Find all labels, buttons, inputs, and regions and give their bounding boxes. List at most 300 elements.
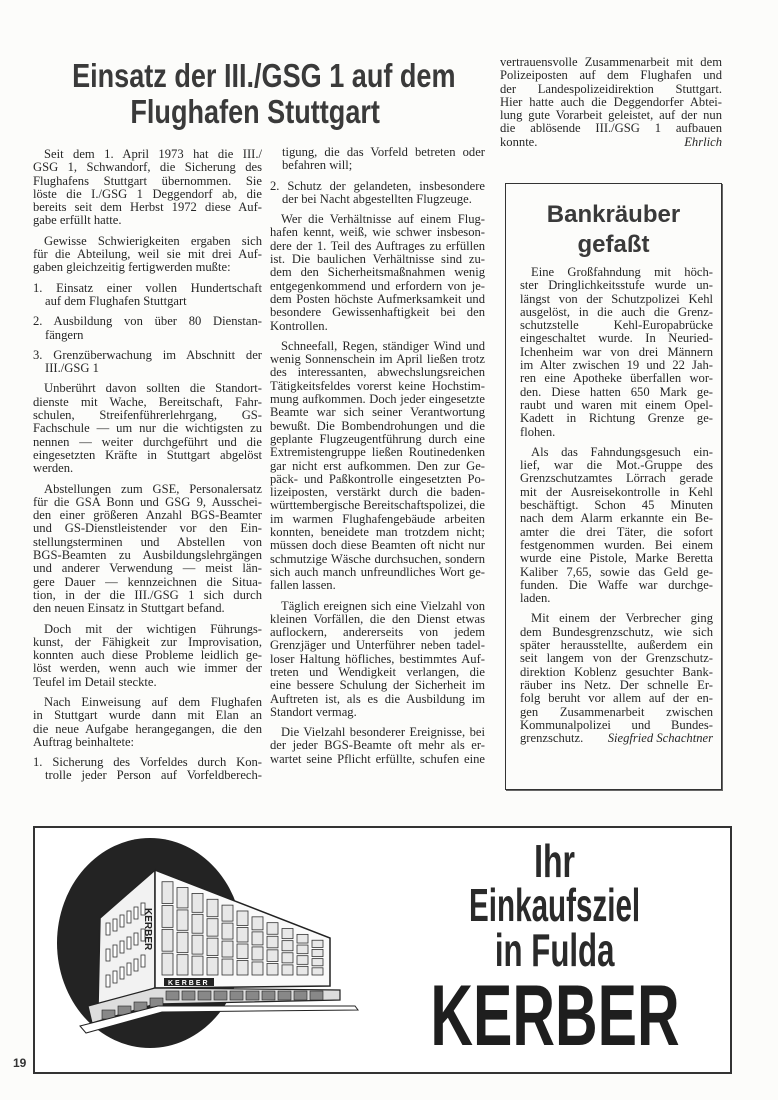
text-line bbox=[33, 602, 262, 615]
text-line-content: kunst, der Fähigkeit zur Improvisation, bbox=[33, 634, 262, 649]
text-line-content: Kommunalpolizei und Bundes- bbox=[520, 717, 713, 732]
text-line bbox=[33, 522, 262, 535]
text-line bbox=[33, 235, 262, 248]
list-item bbox=[33, 349, 262, 376]
text-line-content: eingeschaltet wurde. In Neuried- bbox=[520, 331, 713, 346]
text-line bbox=[33, 562, 262, 575]
text-line bbox=[33, 449, 262, 462]
text-line-content: Tätigkeitsfeldes vorerst keine Hochstim- bbox=[270, 378, 485, 393]
text-line bbox=[270, 159, 485, 172]
text-line-content: die ablösende III./GSG 1 aufbauen bbox=[500, 121, 722, 136]
text-line bbox=[33, 396, 262, 409]
paragraph bbox=[33, 483, 262, 616]
text-line bbox=[520, 319, 713, 332]
text-line-content: lung gute Vorarbeit geleistet, auf der nun bbox=[500, 108, 722, 123]
list-item bbox=[33, 756, 262, 783]
text-line-content: ren eine Apotheke überfallen wor- bbox=[520, 371, 713, 386]
text-line-content: Standort vermag. bbox=[270, 704, 357, 719]
text-line bbox=[270, 353, 485, 366]
paragraph bbox=[520, 612, 713, 745]
text-line bbox=[33, 261, 262, 274]
text-line-content: der jeder BGS-Beamte oft mehr als er- bbox=[270, 738, 485, 753]
text-line bbox=[270, 600, 485, 613]
text-line-content: löste die I./GSG 1 Deggendorf ab, die bbox=[33, 186, 262, 201]
text-line bbox=[270, 693, 485, 706]
text-line-content: flohen. bbox=[520, 424, 556, 439]
text-line-content: Abstellungen zum GSE, Personalersatz bbox=[44, 481, 262, 496]
text-line bbox=[33, 201, 262, 214]
text-line-content: entgegenkommend und erfordern von je- bbox=[270, 278, 485, 293]
text-line bbox=[33, 161, 262, 174]
text-line bbox=[520, 332, 713, 345]
text-line-content: tigung, die das Vorfeld betreten oder bbox=[282, 145, 485, 159]
text-line bbox=[33, 623, 262, 636]
department-store-illustration bbox=[40, 828, 360, 1068]
text-line bbox=[33, 649, 262, 662]
text-line bbox=[520, 566, 713, 579]
text-line bbox=[520, 279, 713, 292]
text-line-content: nach dem Alarm erkannte ein Be- bbox=[520, 511, 713, 526]
text-line bbox=[500, 109, 722, 122]
ad-line-text: Ihr bbox=[534, 836, 576, 888]
text-line-content: den. Diese hatten 650 Mark ge- bbox=[520, 384, 713, 399]
ad-line-in-fulda bbox=[385, 925, 725, 977]
text-line bbox=[270, 240, 485, 253]
text-line bbox=[520, 306, 713, 319]
article-column-3 bbox=[500, 56, 722, 156]
text-line-content: den einer größeren Anzahl BGS-Beamter bbox=[33, 508, 262, 523]
text-line bbox=[520, 446, 713, 459]
text-line bbox=[270, 293, 485, 306]
text-line bbox=[270, 499, 485, 512]
text-line bbox=[270, 666, 485, 679]
text-line-content: BGS-Beamten zu Ausbildungslehrgängen bbox=[33, 548, 262, 563]
text-line-content: Gewisse Schwierigkeiten ergaben sich bbox=[44, 233, 262, 248]
text-line bbox=[520, 359, 713, 372]
article-title-line: Flughafen Stuttgart bbox=[130, 93, 380, 130]
ad-line-text: KERBER bbox=[430, 968, 680, 1064]
text-line-content: direktion Koblenz gesuchter Bank- bbox=[520, 664, 713, 679]
text-line bbox=[520, 719, 713, 732]
text-line bbox=[520, 412, 713, 425]
text-line-content: Schneefall, Regen, ständiger Wind und bbox=[281, 338, 485, 353]
text-line-content: fallen lassen. bbox=[270, 578, 336, 593]
text-line-content: gabe erfüllt hatte. bbox=[33, 213, 122, 228]
text-line bbox=[33, 509, 262, 522]
text-line-content: funden. Die Waffe war durchge- bbox=[520, 577, 713, 592]
text-line bbox=[33, 662, 262, 675]
text-line bbox=[520, 512, 713, 525]
paragraph bbox=[270, 600, 485, 720]
text-line bbox=[520, 639, 713, 652]
text-line-content: auf dem Flughafen Stuttgart bbox=[45, 293, 187, 308]
text-line-content: hafen kennt, weiß, wie schwer insbeson- bbox=[270, 225, 485, 240]
text-line-content: müssen doch diese Beamten oft nicht nur bbox=[270, 538, 485, 553]
text-line-content: gaben gleichzeitig fertigwerden mußte: bbox=[33, 260, 231, 275]
text-line bbox=[33, 282, 262, 295]
text-line-content: stellungsterminen und Abstellen von bbox=[33, 534, 262, 549]
text-line bbox=[520, 386, 713, 399]
text-line bbox=[33, 362, 262, 375]
text-line-content: Extremistengruppe ließen Routinedenken bbox=[270, 445, 485, 460]
text-line-content: 1. Sicherung des Vorfeldes durch Kon- bbox=[33, 755, 262, 770]
text-line-content: Fachschule — um nur die wichtigsten zu bbox=[33, 421, 262, 436]
text-line-content: seit langem von der Grenzschutz- bbox=[520, 651, 713, 666]
text-line-content: kleinen Vorfällen, die den Dienst etwas bbox=[270, 611, 485, 626]
text-line bbox=[520, 679, 713, 692]
text-line bbox=[520, 266, 713, 279]
text-line bbox=[33, 295, 262, 308]
text-line-content: Mit einem der Verbrecher ging bbox=[531, 611, 713, 626]
text-line-content: löst werden, wenn auch wie immer der bbox=[33, 661, 262, 676]
text-line-content: befahren will; bbox=[282, 158, 353, 173]
text-line-content: 2. Ausbildung von über 80 Dienstan- bbox=[33, 314, 262, 329]
text-line-content: Grenzjäger und Unterführer neben tadel- bbox=[270, 638, 485, 653]
text-line bbox=[270, 280, 485, 293]
text-line bbox=[520, 459, 713, 472]
text-line-content: ist. Die baulichen Verhältnisse sind zu- bbox=[270, 252, 485, 267]
text-line-content: Auftrag beinhaltete: bbox=[33, 734, 135, 749]
text-line bbox=[520, 293, 713, 306]
text-line-content: besondere Gewissenhaftigkeit bei den bbox=[270, 305, 485, 320]
ad-line-einkaufsziel bbox=[385, 880, 725, 932]
text-line bbox=[33, 188, 262, 201]
text-line-content: 2. Schutz der gelandeten, insbesondere bbox=[270, 178, 485, 193]
text-line-content: wurde eine Pistole, Marke Beretta bbox=[520, 551, 713, 566]
paragraph bbox=[500, 56, 722, 149]
text-line-content: päck- und Paßkontrolle eingesetzten Po- bbox=[270, 471, 485, 486]
paragraph bbox=[520, 446, 713, 606]
paragraph bbox=[270, 146, 485, 173]
text-line bbox=[270, 639, 485, 652]
text-line-content: der bei Nacht abgestellten Flugzeuge. bbox=[282, 191, 472, 206]
text-line bbox=[33, 409, 262, 422]
text-line bbox=[270, 366, 485, 379]
text-line-content: dere der 1. Teil des Auftrages zu erfüllen bbox=[270, 238, 485, 253]
text-line bbox=[270, 566, 485, 579]
paragraph bbox=[270, 726, 485, 766]
sidebar-story-title: Bankräuber bbox=[546, 201, 681, 228]
paragraph bbox=[33, 235, 262, 275]
text-line bbox=[270, 420, 485, 433]
text-line-content: grenzschutz. bbox=[520, 731, 584, 746]
text-line-content: württembergische Bereitschaftspolizei, die bbox=[270, 498, 485, 513]
text-line-content: gen Zusammenarbeit zwischen bbox=[520, 704, 713, 719]
text-line bbox=[270, 513, 485, 526]
text-line bbox=[270, 266, 485, 279]
text-line-content: die neue Aufgabe herangegangen, die den bbox=[33, 721, 262, 736]
text-line-content: den neuen Einsatz in Stuttgart befand. bbox=[33, 601, 225, 616]
text-line-content: dem Bundesgrenzschutz, wie sich bbox=[520, 624, 713, 639]
text-line bbox=[520, 579, 713, 592]
text-line-content: Eine Großfahndung mit höch- bbox=[531, 265, 713, 279]
ad-line-text: in Fulda bbox=[495, 925, 615, 977]
text-line bbox=[520, 499, 713, 512]
text-line-content: schutzstelle Kehl-Europabrücke bbox=[520, 318, 713, 333]
text-line bbox=[270, 306, 485, 319]
text-line-content: festgenommen wurden. Bei einem bbox=[520, 537, 713, 552]
article-column-2 bbox=[270, 146, 485, 773]
text-line-content: Kadett in Richtung Grenze ge- bbox=[520, 411, 713, 426]
text-line bbox=[520, 592, 713, 605]
text-line-content: dem den Sicherheitsmaßnahmen wenig bbox=[270, 265, 485, 280]
text-line bbox=[33, 769, 262, 782]
text-line bbox=[500, 83, 722, 96]
text-line-content: folg beruht vor allem auf der en- bbox=[520, 691, 713, 706]
text-line-content: später herausstellte, außerdem ein bbox=[520, 638, 713, 653]
text-line bbox=[33, 549, 262, 562]
ad-line-ihr bbox=[405, 836, 705, 888]
paragraph bbox=[33, 696, 262, 749]
text-line bbox=[33, 315, 262, 328]
text-line bbox=[520, 652, 713, 665]
text-line bbox=[270, 539, 485, 552]
sidebar-story-title: gefaßt bbox=[577, 231, 650, 258]
text-line-content: dem Posten höchste Aufmerksamkeit und bbox=[270, 291, 485, 306]
text-line-content: im warmen Flughafengebäude arbeiten bbox=[270, 511, 485, 526]
text-line-content: eine bessere Schulung der Sicherheit im bbox=[270, 678, 485, 693]
text-line-content: konnten auch diese Probleme leidlich ge- bbox=[33, 648, 262, 663]
text-line-content: mit der Ausreisekontrolle in Kehl bbox=[520, 484, 713, 499]
text-line bbox=[520, 346, 713, 359]
text-line bbox=[270, 739, 485, 752]
text-line-content: bewußt. Die Bombendrohungen und die bbox=[270, 418, 485, 433]
text-line-content: gere Dauer — kennzeichnen die Situa- bbox=[33, 574, 262, 589]
building-sign-front: KERBER bbox=[168, 980, 210, 987]
paragraph bbox=[33, 382, 262, 475]
text-line-content: auflockern, andererseits von jedem bbox=[270, 625, 485, 640]
text-line bbox=[520, 539, 713, 552]
text-line-content: konnten, beneidete man trotzdem nicht; bbox=[270, 525, 485, 540]
text-line-content: ster Dringlichkeitsstufe wurde un- bbox=[520, 278, 713, 293]
author-signature: Ehrlich bbox=[684, 134, 722, 149]
text-line bbox=[500, 122, 722, 135]
text-line-content: loser Haltung höfliches, bestimmtes Auf- bbox=[270, 651, 485, 666]
text-line-content: tion, in der die III./GSG 1 sich durch bbox=[33, 587, 262, 602]
text-line bbox=[270, 753, 485, 766]
article-title bbox=[30, 58, 480, 130]
text-line bbox=[270, 553, 485, 566]
text-line bbox=[270, 473, 485, 486]
paragraph bbox=[270, 213, 485, 333]
text-line bbox=[33, 636, 262, 649]
text-line bbox=[270, 340, 485, 353]
article-title-line: Einsatz der III./GSG 1 auf dem bbox=[72, 57, 456, 94]
list-item bbox=[33, 315, 262, 342]
text-line bbox=[33, 329, 262, 342]
text-line-content: räuber ins Netz. Der schnelle Er- bbox=[520, 677, 713, 692]
ad-line-text: Einkaufsziel bbox=[469, 880, 641, 932]
text-line bbox=[33, 496, 262, 509]
text-line-content: III./GSG 1 bbox=[45, 361, 99, 376]
text-line bbox=[270, 226, 485, 239]
text-line-content: im Alter zwischen 19 und 22 Jah- bbox=[520, 358, 713, 373]
text-line bbox=[33, 349, 262, 362]
sidebar-story-body bbox=[520, 266, 713, 752]
text-line-content: Teufel im Detail steckte. bbox=[33, 674, 157, 689]
text-line-content: Auftreten ist, als es die Ausbildung im bbox=[270, 691, 485, 706]
text-line bbox=[33, 696, 262, 709]
text-line-content: werden. bbox=[33, 461, 74, 476]
text-line-content: Doch mit der wichtigen Führungs- bbox=[44, 621, 262, 636]
text-line bbox=[270, 180, 485, 193]
text-line bbox=[270, 146, 485, 159]
text-line-content: dienste mit Wache, Bereitschaft, Fahr- bbox=[33, 394, 262, 409]
paragraph bbox=[33, 623, 262, 689]
text-line bbox=[500, 69, 722, 82]
text-line bbox=[270, 380, 485, 393]
text-line-content: raubt und waren mit einem Opel- bbox=[520, 397, 713, 412]
text-line bbox=[270, 320, 485, 333]
text-line bbox=[270, 706, 485, 719]
text-line bbox=[520, 486, 713, 499]
text-line bbox=[270, 679, 485, 692]
text-line bbox=[520, 692, 713, 705]
text-line bbox=[33, 382, 262, 395]
text-line-content: schmutzige Wäsche durchsuchen, sondern bbox=[270, 551, 485, 566]
text-line bbox=[33, 483, 262, 496]
text-line bbox=[270, 393, 485, 406]
text-line bbox=[33, 756, 262, 769]
text-line bbox=[33, 723, 262, 736]
text-line-content: sich auch manch unfreundliches Wort ge- bbox=[270, 564, 485, 579]
text-line-content: gar nicht erst aufkommen. Den zur Ge- bbox=[270, 458, 485, 473]
text-line bbox=[33, 214, 262, 227]
text-line bbox=[33, 536, 262, 549]
text-line-content: Kontrollen. bbox=[270, 318, 328, 333]
text-line-content: bereits seit dem Herbst 1972 diese Auf- bbox=[33, 200, 262, 215]
text-line-content: eingesetzten Kräfte in Stuttgart abgelöst bbox=[33, 447, 262, 462]
text-line bbox=[33, 175, 262, 188]
list-item bbox=[33, 282, 262, 309]
text-line bbox=[270, 193, 485, 206]
text-line-content: Ichenheim war von drei Männern bbox=[520, 344, 713, 359]
text-line bbox=[33, 422, 262, 435]
text-line-content: und anderer Verwendung — meist län- bbox=[33, 561, 262, 576]
text-line-content: lief, war die Mot.-Gruppe des bbox=[520, 458, 713, 473]
text-line bbox=[520, 612, 713, 625]
text-line bbox=[500, 136, 722, 149]
text-line bbox=[270, 460, 485, 473]
text-line bbox=[270, 526, 485, 539]
text-line-content: 3. Grenzüberwachung im Abschnitt der bbox=[33, 347, 262, 362]
text-line bbox=[270, 433, 485, 446]
article-column-1 bbox=[33, 148, 262, 790]
text-line-content: in Stuttgart wurde dann mit Elan an bbox=[33, 708, 262, 723]
text-line bbox=[520, 626, 713, 639]
text-line bbox=[270, 253, 485, 266]
text-line-content: Als das Fahndungsgesuch ein- bbox=[531, 444, 713, 459]
text-line bbox=[270, 626, 485, 639]
paragraph bbox=[520, 266, 713, 439]
text-line bbox=[270, 653, 485, 666]
text-line bbox=[33, 709, 262, 722]
text-line-content: laden. bbox=[520, 591, 551, 606]
text-line-content: Nach Einweisung auf dem Flughafen bbox=[44, 694, 262, 709]
text-line bbox=[270, 726, 485, 739]
text-line-content: Täglich ereignen sich eine Vielzahl von bbox=[281, 598, 485, 613]
text-line bbox=[33, 736, 262, 749]
text-line-content: Die Vielzahl besonderer Ereignisse, bei bbox=[281, 725, 485, 740]
text-line-content: geplante Flugzeugentführung durch eine bbox=[270, 431, 485, 446]
text-line-content: der Landespolizeidirektion Stuttgart. bbox=[500, 81, 722, 96]
text-line-content: Wer die Verhältnisse auf einem Flug- bbox=[281, 212, 485, 227]
text-line bbox=[500, 96, 722, 109]
text-line-content: wartet seine Pflicht erfüllte, schufen eine bbox=[270, 751, 485, 766]
text-line bbox=[270, 613, 485, 626]
text-line bbox=[520, 372, 713, 385]
text-line-content: konnte. bbox=[500, 134, 538, 149]
text-line-content: lizeiposten, verstärkt durch die baden- bbox=[270, 485, 485, 500]
text-line-content: und GS-Dienstleistender vor den Ein- bbox=[33, 521, 262, 536]
page-number: 19 bbox=[13, 1056, 27, 1070]
text-line-content: trolle jeder Person auf Vorfeldberech- bbox=[45, 768, 262, 783]
paragraph bbox=[270, 340, 485, 593]
text-line-content: ausgelöst, in die auch die Grenz- bbox=[520, 304, 713, 319]
text-line bbox=[500, 56, 722, 69]
text-line-content: 1. Einsatz einer vollen Hundertschaft bbox=[33, 280, 262, 295]
text-line-content: Hier hatte auch die Deggendorfer Abtei- bbox=[500, 94, 722, 109]
text-line bbox=[520, 472, 713, 485]
text-line bbox=[520, 526, 713, 539]
text-line bbox=[270, 446, 485, 459]
text-line bbox=[520, 706, 713, 719]
text-line bbox=[33, 676, 262, 689]
text-line-content: vertrauensvolle Zusammenarbeit mit dem bbox=[500, 55, 722, 69]
text-line-content: wenig Sonnenschein im April ließen trotz bbox=[270, 352, 485, 367]
list-item bbox=[270, 180, 485, 207]
text-line bbox=[33, 148, 262, 161]
text-line bbox=[270, 486, 485, 499]
sidebar-story-box bbox=[505, 183, 722, 790]
text-line-content: Flughafens Stuttgart übernommen. Sie bbox=[33, 173, 262, 188]
text-line-content: Polizeiposten auf dem Flughafen und bbox=[500, 68, 722, 83]
text-line-content: beschäftigt. Schon 45 Minuten bbox=[520, 498, 713, 513]
text-line bbox=[270, 406, 485, 419]
ad-brand-kerber bbox=[385, 968, 725, 1064]
text-line-content: treten und Wendigkeit verlangen, die bbox=[270, 664, 485, 679]
building-sign-vertical: KERBER bbox=[142, 908, 153, 951]
text-line-content: längst von der Schutzpolizei Kehl bbox=[520, 291, 713, 306]
text-line-content: Grenzschutzamtes Lörrach gerade bbox=[520, 471, 713, 486]
text-line-content: Beamte war sich seiner Verantwortung bbox=[270, 405, 485, 420]
kerber-advertisement bbox=[33, 826, 732, 1074]
text-line bbox=[33, 248, 262, 261]
text-line bbox=[33, 436, 262, 449]
text-line bbox=[270, 579, 485, 592]
text-line-content: nennen — weiter durchgeführt und die bbox=[33, 434, 262, 449]
paragraph bbox=[33, 148, 262, 228]
text-line-content: GSG 1, Schwandorf, die Sicherung des bbox=[33, 160, 262, 175]
text-line bbox=[520, 399, 713, 412]
text-line bbox=[33, 462, 262, 475]
text-line-content: für die Abteilung, weil sie mit drei Auf- bbox=[33, 247, 262, 262]
text-line-content: mung aufkommen. Doch jeder eingesetzte bbox=[270, 392, 485, 407]
author-signature: Siegfried Schachtner bbox=[607, 731, 713, 746]
text-line-content: Unberührt davon sollten die Standort- bbox=[44, 381, 262, 396]
text-line-content: Seit dem 1. April 1973 hat die III./ bbox=[44, 147, 262, 161]
text-line bbox=[33, 589, 262, 602]
text-line-content: für die GSA Bonn und GSG 9, Ausschei- bbox=[33, 494, 262, 509]
text-line bbox=[520, 666, 713, 679]
text-line-content: amter die drei Täter, die sofort bbox=[520, 524, 713, 539]
text-line bbox=[520, 552, 713, 565]
text-line-content: Kaliber 7,65, sowie das Geld ge- bbox=[520, 564, 713, 579]
text-line-content: des interessanten, abwechslungsreichen bbox=[270, 365, 485, 380]
text-line bbox=[520, 426, 713, 439]
text-line-content: schulen, Streifenführerlehrgang, GS- bbox=[33, 408, 262, 423]
text-line bbox=[270, 213, 485, 226]
